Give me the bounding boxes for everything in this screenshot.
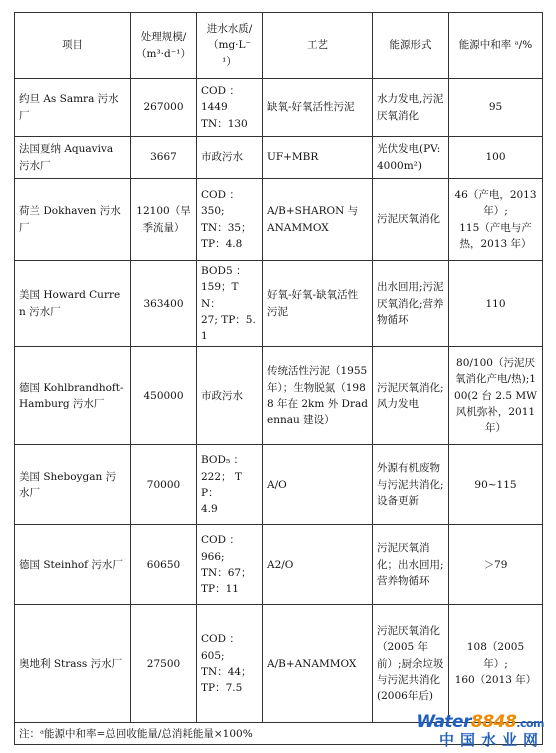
cell-energy: 光伏发电(PV:4000m²)	[373, 137, 449, 179]
header-energy: 能源形式	[373, 13, 449, 79]
table-row	[15, 261, 543, 347]
cell-energy: 污泥厌氧消化	[373, 179, 449, 261]
cell-energy: 污泥厌氧消化；出水回用;营养物循环	[373, 525, 449, 605]
cell-process: A/B+SHARON 与 ANAMMOX	[263, 179, 373, 261]
cell-energy: 出水回用;污泥厌氧消化;营养物循环	[373, 261, 449, 347]
cell-project: 德国 Kohlbrandhoft-Hamburg 污水厂	[15, 347, 131, 445]
watermark-logo-domain: .com	[516, 717, 544, 730]
cell-process: A/B+ANAMMOX	[263, 605, 373, 723]
energy-table	[14, 12, 543, 745]
header-process: 工艺	[263, 13, 373, 79]
cell-neutral: 46（产电，2013年）; 115（产电与产热，2013 年）	[449, 179, 543, 261]
cell-neutral: 110	[449, 261, 543, 347]
cell-process: A2/O	[263, 525, 373, 605]
cell-quality: COD ： 1449 TN：130	[197, 79, 263, 137]
cell-process: 缺氧-好氧活性污泥	[263, 79, 373, 137]
header-project: 项目	[15, 13, 131, 79]
cell-scale: 450000	[131, 347, 197, 445]
cell-process: 好氧-好氧-缺氧活性污泥	[263, 261, 373, 347]
header-quality: 进水水质/ （mg·L⁻ ¹）	[197, 13, 263, 79]
cell-scale: 363400	[131, 261, 197, 347]
table-row	[15, 445, 543, 525]
cell-scale: 3667	[131, 137, 197, 179]
table-row	[15, 179, 543, 261]
table-row	[15, 79, 543, 137]
cell-scale: 60650	[131, 525, 197, 605]
cell-project: 奥地利 Strass 污水厂	[15, 605, 131, 723]
header-neutral: 能源中和率 ᵃ/%	[449, 13, 543, 79]
cell-energy: 污泥厌氧消化;风力发电	[373, 347, 449, 445]
cell-process: UF+MBR	[263, 137, 373, 179]
cell-quality: COD ： 350; TN：35； TP：4.8	[197, 179, 263, 261]
cell-project: 荷兰 Dokhaven 污水厂	[15, 179, 131, 261]
cell-process: A/O	[263, 445, 373, 525]
table-row	[15, 347, 543, 445]
cell-energy: 水力发电,污泥厌氧消化	[373, 79, 449, 137]
cell-quality: COD ： 966; TN：67； TP：11	[197, 525, 263, 605]
cell-scale: 12100（旱季流量）	[131, 179, 197, 261]
watermark-logo-water: Water	[416, 712, 471, 732]
cell-neutral: 80/100（污泥厌氧消化产电/热);100(2 台 2.5 MW 风机弥补，2011 年）	[449, 347, 543, 445]
cell-scale: 70000	[131, 445, 197, 525]
cell-project: 法国夏纳 Aquaviva 污水厂	[15, 137, 131, 179]
cell-project: 美国 Howard Curren 污水厂	[15, 261, 131, 347]
table-row	[15, 605, 543, 723]
watermark-logo-number: 8848	[470, 712, 517, 732]
cell-neutral: 100	[449, 137, 543, 179]
cell-quality: COD ： 605; TN：44； TP：7.5	[197, 605, 263, 723]
cell-energy: 污泥厌氧消化（2005 年前）;厨余垃圾与污泥共消化(2006年后)	[373, 605, 449, 723]
cell-scale: 267000	[131, 79, 197, 137]
table-note: 注：ᵃ能源中和率=总回收能量/总消耗能量×100%	[15, 723, 543, 745]
table-row	[15, 525, 543, 605]
cell-quality: BOD₅ ： 222； TP： 4.9	[197, 445, 263, 525]
cell-quality: 市政污水	[197, 347, 263, 445]
watermark	[416, 712, 544, 750]
watermark-cn-text: 中国水业网	[438, 731, 544, 749]
cell-neutral: 108（2005 年）; 160（2013 年）	[449, 605, 543, 723]
cell-process: 传统活性污泥（1955 年）；生物脱氮（1988 年在 2km 外 Dradennau 建设）	[263, 347, 373, 445]
cell-scale: 27500	[131, 605, 197, 723]
table-row	[15, 137, 543, 179]
cell-neutral: 95	[449, 79, 543, 137]
cell-quality: 市政污水	[197, 137, 263, 179]
cell-project: 德国 Steinhof 污水厂	[15, 525, 131, 605]
cell-neutral: 90~115	[449, 445, 543, 525]
header-scale: 处理规模/ （m³·d⁻¹）	[131, 13, 197, 79]
cell-project: 约旦 As Samra 污水厂	[15, 79, 131, 137]
cell-neutral: ＞79	[449, 525, 543, 605]
cell-quality: BOD5 ： 159；TN： 27; TP：5.1	[197, 261, 263, 347]
cell-project: 美国 Sheboygan 污水厂	[15, 445, 131, 525]
table-header-row	[15, 13, 543, 79]
cell-energy: 外源有机废物与污泥共消化;设备更新	[373, 445, 449, 525]
